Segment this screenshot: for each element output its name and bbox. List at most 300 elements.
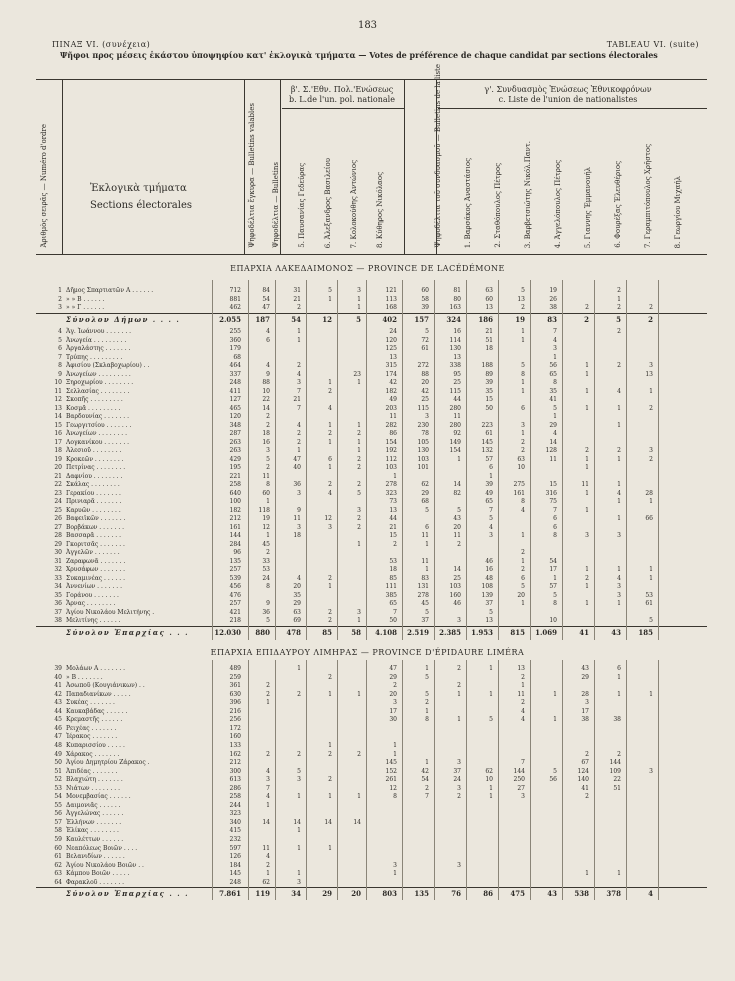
cell-value: 184 <box>229 861 241 869</box>
cell-value: 114 <box>449 336 461 344</box>
cell-value: 396 <box>229 699 241 707</box>
cell-value: 140 <box>577 776 589 784</box>
cell-value: 2 <box>521 447 525 454</box>
cell-value: 23 <box>353 370 361 378</box>
cell-value: 62 <box>262 878 270 886</box>
cell-value: 5 <box>521 362 525 369</box>
order-col-label: Ἀριθμὸς σειρᾶς — Numéro d'ordre <box>40 124 48 248</box>
cell-value: 1 <box>585 870 589 878</box>
cell-value: 1 <box>425 540 429 548</box>
cell-value: 144 <box>513 767 525 775</box>
cell-value: 223 <box>481 421 493 429</box>
cell-value: 100 <box>229 498 241 505</box>
cell-value: 1 <box>521 328 525 335</box>
cell-value: 10 <box>485 776 493 784</box>
row-number: 47 <box>54 733 62 741</box>
cell-value: 1 <box>357 690 361 698</box>
cell-value: 182 <box>229 506 241 514</box>
cell-value: 18 <box>262 430 270 437</box>
cell-value: 2 <box>328 481 332 488</box>
cell-value: 1 <box>297 793 301 801</box>
cell-value: 2 <box>328 387 332 395</box>
cell-value: 597 <box>229 844 241 852</box>
cell-value: 24 <box>262 574 270 582</box>
cell-value: 1 <box>328 690 332 698</box>
cell-value: 88 <box>262 379 270 386</box>
cell-value: 7 <box>425 793 429 801</box>
cell-value: 1 <box>585 600 589 607</box>
cell-value: 39 <box>485 379 493 386</box>
cell-value: 2 <box>585 304 589 311</box>
cell-value: 1 <box>297 827 301 835</box>
cell-value: 145 <box>229 870 241 878</box>
cell-value: 43 <box>547 889 557 899</box>
cell-value: 2 <box>457 540 461 548</box>
row-number: 24 <box>54 498 62 505</box>
cell-value: 103 <box>449 583 461 590</box>
group1-title <box>282 85 402 105</box>
group2-col-label: 7. Γεραμπιτόπουλος Χρῆστος <box>644 143 652 248</box>
row-number: 45 <box>54 716 62 724</box>
cell-value: 250 <box>513 776 525 784</box>
cell-value: 1 <box>649 566 653 573</box>
cell-value: 48 <box>485 574 493 582</box>
row-number: 31 <box>54 557 62 565</box>
cell-value: 14 <box>293 818 301 826</box>
cell-value: 1 <box>266 532 270 539</box>
cell-value: 56 <box>549 362 557 369</box>
section-name: Μονεμβασίας . . . . . . <box>66 793 131 801</box>
row-number: 42 <box>54 690 62 698</box>
cell-value: 53 <box>389 557 397 565</box>
cell-value: 3 <box>393 699 397 707</box>
cell-value: 218 <box>229 617 241 624</box>
cell-value: 20 <box>453 523 461 531</box>
cell-value: 124 <box>577 767 589 775</box>
cell-value: 5 <box>425 328 429 335</box>
cell-value: 78 <box>421 430 429 437</box>
cell-value: 34 <box>291 889 301 899</box>
row-number: 37 <box>54 608 62 616</box>
cell-value: 60 <box>421 287 429 294</box>
cell-value: 315 <box>385 362 397 369</box>
cell-value: 803 <box>382 889 397 899</box>
section-name: Σύνολον Ἐπαρχίας . . . <box>66 889 190 899</box>
header-right: TABLEAU VI. (suite) <box>606 40 699 49</box>
cell-value: 20 <box>517 591 525 599</box>
cell-value: 31 <box>293 287 301 294</box>
cell-value: 203 <box>385 404 397 412</box>
section-name: Λογκανίκου . . . . . . . <box>66 438 130 446</box>
cell-value: 103 <box>385 464 397 471</box>
cell-value: 35 <box>485 387 493 395</box>
cell-value: 1 <box>457 455 461 463</box>
cell-value: 17 <box>389 707 397 715</box>
cell-value: 1 <box>617 870 621 878</box>
cell-value: 13 <box>453 353 461 361</box>
cell-value: 11 <box>581 481 589 488</box>
cell-value: 2 <box>457 682 461 690</box>
section-name: Γοράνου . . . . . . . <box>66 591 119 599</box>
cell-value: 29 <box>421 489 429 497</box>
cell-value: 4 <box>521 707 525 715</box>
group2-col-label: Ψηφοδέλτια τοῦ συνδυασμοῦ — Bulletins de la liste <box>434 64 442 248</box>
cell-value: 385 <box>385 591 397 599</box>
section-name: Ἀσωποῦ (Κουγιάνικων) . . <box>66 682 145 690</box>
cell-value: 1 <box>585 370 589 378</box>
row-number: 48 <box>54 741 62 749</box>
page-number: 183 <box>357 20 378 31</box>
cell-value: 47 <box>262 304 270 311</box>
cell-value: 3 <box>297 379 301 386</box>
cell-value: 17 <box>549 566 557 573</box>
group1-col-label: 7. Κολοκούθης Ἀντώνιος <box>350 159 358 248</box>
cell-value: 8 <box>521 370 525 378</box>
cell-value: 1 <box>266 498 270 505</box>
cell-value: 1 <box>489 472 493 480</box>
section-name: Σκάλας . . . . . . . . <box>66 481 120 488</box>
cell-value: 1 <box>521 336 525 344</box>
cell-value: 248 <box>229 878 241 886</box>
cell-value: 163 <box>449 304 461 311</box>
cell-value: 38 <box>549 304 557 311</box>
cell-value: 14 <box>262 404 270 412</box>
group1-col-label: 6. Ἀλεξανδρος Βασιλείου <box>324 157 332 248</box>
cell-value: 5 <box>553 591 557 599</box>
cell-value: 188 <box>481 362 493 369</box>
cell-value: 3 <box>489 532 493 539</box>
cell-value: 11 <box>549 455 557 463</box>
cell-value: 5 <box>457 506 461 514</box>
row-number: 17 <box>54 438 62 446</box>
cell-value: 2 <box>266 682 270 690</box>
row-number: 32 <box>54 566 62 573</box>
section-name: Ἱέρακος . . . . . . . <box>66 733 118 741</box>
cell-value: 3 <box>357 506 361 514</box>
section-name: Πρινιαρᾶ . . . . . . . <box>66 498 122 505</box>
cell-value: 8 <box>553 532 557 539</box>
cell-value: 57 <box>549 583 557 590</box>
cell-value: 2 <box>328 430 332 437</box>
cell-value: 1 <box>297 665 301 672</box>
cell-value: 259 <box>229 673 241 681</box>
cell-value: 81 <box>453 287 461 294</box>
cell-value: 12 <box>262 523 270 531</box>
cell-value: 212 <box>229 759 241 767</box>
cell-value: 3 <box>393 861 397 869</box>
cell-value: 2 <box>521 304 525 311</box>
cell-value: 115 <box>449 387 461 395</box>
cell-value: 1 <box>489 793 493 801</box>
cell-value: 1 <box>425 665 429 672</box>
cell-value: 4 <box>328 489 332 497</box>
cell-value: 18 <box>389 566 397 573</box>
row-number: 53 <box>54 784 62 792</box>
section-name: Σύνολον Ἐπαρχίας . . . <box>66 627 190 637</box>
cell-value: 4 <box>266 767 270 775</box>
cell-value: 61 <box>645 600 653 607</box>
section-name: Ἀγγελῶν . . . . . . . <box>66 549 120 556</box>
section-name: Ρειχέας . . . . . . . <box>66 724 117 732</box>
cell-value: 1 <box>297 328 301 335</box>
row-number: 60 <box>54 844 62 852</box>
cell-value: 232 <box>229 836 241 843</box>
cell-value: 4 <box>617 489 621 497</box>
group2-line2: c. Liste de l'union de nationalistes <box>498 95 638 104</box>
cell-value: 287 <box>229 430 241 437</box>
cell-value: 5 <box>521 287 525 294</box>
cell-value: 1 <box>585 404 589 412</box>
row-number: 20 <box>54 464 62 471</box>
cell-value: 62 <box>485 767 493 775</box>
cell-value: 29 <box>293 600 301 607</box>
cell-value: 6 <box>266 336 270 344</box>
cell-value: 57 <box>485 455 493 463</box>
cell-value: 4 <box>297 370 301 378</box>
cell-value: 11 <box>262 472 270 480</box>
cell-value: 261 <box>385 776 397 784</box>
section-name: Μολάων Α . . . . . . . <box>66 665 126 672</box>
cell-value: 11 <box>293 515 301 522</box>
cell-value: 105 <box>417 438 429 446</box>
cell-value: 248 <box>229 379 241 386</box>
cell-value: 13 <box>485 617 493 624</box>
cell-value: 1 <box>297 844 301 852</box>
cell-value: 2 <box>297 304 301 311</box>
section-name: Ἀφισίου (Σκλαβοχωρίου) . . <box>66 362 150 369</box>
cell-value: 65 <box>485 498 493 505</box>
cell-value: 1 <box>649 387 653 395</box>
cell-value: 21 <box>293 396 301 403</box>
cell-value: 1 <box>521 430 525 437</box>
cell-value: 185 <box>638 627 653 637</box>
cell-value: 35 <box>293 591 301 599</box>
cell-value: 244 <box>229 801 241 809</box>
cell-value: 9 <box>297 506 301 514</box>
cell-value: 1.069 <box>535 627 557 637</box>
section-name: Ξηροχωρίου . . . . . . . . <box>66 379 134 386</box>
row-number: 14 <box>54 413 62 420</box>
cell-value: 80 <box>453 295 461 303</box>
cell-value: 257 <box>229 566 241 573</box>
cell-value: 160 <box>229 733 241 741</box>
cell-value: 3 <box>521 793 525 801</box>
header-left: ΠΙΝΑΞ VI. (συνέχεια) <box>52 40 151 49</box>
cell-value: 1 <box>328 438 332 446</box>
cell-value: 2 <box>297 430 301 437</box>
cell-value: 8 <box>553 379 557 386</box>
section-name: Γεωργιτσίου . . . . . . . <box>66 421 132 429</box>
section-name: Καυλέττων . . . . . . <box>66 836 124 843</box>
cell-value: 7 <box>521 759 525 767</box>
cell-value: 2 <box>266 421 270 429</box>
cell-value: 108 <box>481 583 493 590</box>
table-row <box>36 878 707 887</box>
cell-value: 4 <box>297 421 301 429</box>
cell-value: 42 <box>389 379 397 386</box>
cell-value: 162 <box>229 750 241 758</box>
row-number: 9 <box>58 370 62 378</box>
group1-col-label: Ψηφοδέλτια — Bulletins <box>272 162 280 248</box>
row-number: 63 <box>54 870 62 878</box>
cell-value: 1 <box>585 464 589 471</box>
cell-value: 16 <box>262 438 270 446</box>
cell-value: 5 <box>425 673 429 681</box>
cell-value: 1 <box>266 699 270 707</box>
cell-value: 144 <box>609 759 621 767</box>
cell-value: 6 <box>521 404 525 412</box>
cell-value: 2 <box>266 549 270 556</box>
cell-value: 712 <box>229 287 241 294</box>
cell-value: 152 <box>385 767 397 775</box>
cell-value: 92 <box>453 430 461 437</box>
cell-value: 1 <box>357 379 361 386</box>
cell-value: 475 <box>510 889 525 899</box>
cell-value: 84 <box>262 287 270 294</box>
cell-value: 2 <box>328 617 332 624</box>
cell-value: 360 <box>229 336 241 344</box>
cell-value: 216 <box>229 707 241 715</box>
cell-value: 51 <box>613 784 621 792</box>
section-name: Φαρακλοῦ . . . . . . . <box>66 878 125 886</box>
cell-value: 18 <box>293 532 301 539</box>
cell-value: 126 <box>229 853 241 861</box>
row-number: 11 <box>54 387 62 395</box>
cell-value: 161 <box>229 523 241 531</box>
row-number: 51 <box>54 767 62 775</box>
cell-value: 5 <box>356 314 361 324</box>
cell-value: 51 <box>485 336 493 344</box>
cell-value: 5 <box>297 767 301 775</box>
row-number: 28 <box>54 532 62 539</box>
cell-value: 2 <box>617 304 621 311</box>
row-number: 5 <box>58 336 62 344</box>
section-name: Γκοριτσᾶς . . . . . . . <box>66 540 125 548</box>
cell-value: 1 <box>617 295 621 303</box>
cell-value: 2 <box>649 404 653 412</box>
cell-value: 7 <box>553 328 557 335</box>
cell-value: 465 <box>229 404 241 412</box>
cell-value: 82 <box>453 489 461 497</box>
cell-value: 8 <box>521 498 525 505</box>
cell-value: 13 <box>389 506 397 514</box>
cell-value: 83 <box>421 574 429 582</box>
cell-value: 256 <box>229 716 241 724</box>
cell-value: 45 <box>262 540 270 548</box>
row-number: 59 <box>54 836 62 843</box>
cell-value: 63 <box>293 608 301 616</box>
cell-value: 5 <box>425 506 429 514</box>
cell-value: 7 <box>297 404 301 412</box>
cell-value: 286 <box>229 784 241 792</box>
cell-value: 881 <box>229 295 241 303</box>
cell-value: 2 <box>266 464 270 471</box>
cell-value: 187 <box>255 314 270 324</box>
row-number: 16 <box>54 430 62 437</box>
cell-value: 1 <box>585 583 589 590</box>
cell-value: 85 <box>389 574 397 582</box>
cell-value: 119 <box>255 889 270 899</box>
cell-value: 154 <box>449 447 461 454</box>
cell-value: 1 <box>297 870 301 878</box>
cell-value: 12 <box>324 515 332 522</box>
section-name: Συκαμινέας . . . . . . <box>66 574 125 582</box>
cell-value: 4 <box>617 574 621 582</box>
section-name: Συκέας . . . . . . . <box>66 699 115 707</box>
cell-value: 15 <box>549 481 557 488</box>
cell-value: 2 <box>585 750 589 758</box>
cell-value: 128 <box>545 447 557 454</box>
cell-value: 50 <box>389 617 397 624</box>
cell-value: 30 <box>389 716 397 724</box>
cell-value: 69 <box>293 617 301 624</box>
cell-value: 3 <box>266 447 270 454</box>
cell-value: 4 <box>266 793 270 801</box>
cell-value: 38 <box>581 716 589 724</box>
cell-value: 1 <box>617 515 621 522</box>
cell-value: 27 <box>517 784 525 792</box>
total-row <box>36 889 707 898</box>
group2-col-label: 4. Ἀγγελόπουλος Πέτρος <box>554 159 562 248</box>
section-name: Καυκαβάδας . . . . . . <box>66 707 128 715</box>
cell-value: 1 <box>521 600 525 607</box>
row-number: 2 <box>58 295 62 303</box>
cell-value: 36 <box>293 481 301 488</box>
cell-value: 16 <box>485 566 493 573</box>
row-number: 10 <box>54 379 62 386</box>
cell-value: 3 <box>521 421 525 429</box>
total-row <box>36 315 707 324</box>
section-name: Παπαδιανίκων . . . . . <box>66 690 131 698</box>
cell-value: 2 <box>328 673 332 681</box>
cell-value: 1 <box>266 870 270 878</box>
cell-value: 5 <box>489 608 493 616</box>
section-name: Βορβάκων . . . . . . . <box>66 523 125 531</box>
section-name: Ζαραφωνᾶ . . . . . . . <box>66 557 126 565</box>
cell-value: 263 <box>229 438 241 446</box>
cell-value: 39 <box>485 481 493 488</box>
section-name: Καρυῶν . . . . . . . . <box>66 506 121 514</box>
cell-value: 456 <box>229 583 241 590</box>
cell-value: 95 <box>453 370 461 378</box>
cell-value: 11 <box>421 557 429 565</box>
cell-value: 5 <box>521 583 525 590</box>
cell-value: 37 <box>453 767 461 775</box>
cell-value: 1 <box>521 557 525 565</box>
cell-value: 35 <box>549 387 557 395</box>
cell-value: 14 <box>453 566 461 573</box>
cell-value: 4 <box>553 336 557 344</box>
cell-value: 8 <box>425 716 429 724</box>
cell-value: 11 <box>453 413 461 420</box>
cell-value: 1 <box>357 617 361 624</box>
cell-value: 3 <box>553 345 557 352</box>
cell-value: 1 <box>585 387 589 395</box>
cell-value: 33 <box>262 557 270 565</box>
cell-value: 15 <box>389 532 397 539</box>
cell-value: 3 <box>617 591 621 599</box>
cell-value: 2 <box>266 413 270 420</box>
cell-value: 4 <box>553 430 557 437</box>
cell-value: 272 <box>417 362 429 369</box>
cell-value: 10 <box>262 387 270 395</box>
group1-col-label: 8. Κύθηρος Νικόλαος <box>376 171 384 248</box>
cell-value: 278 <box>417 591 429 599</box>
cell-value: 462 <box>229 304 241 311</box>
group1-line2: b. L.de l'un. pol. nationale <box>289 95 395 104</box>
cell-value: 182 <box>385 387 397 395</box>
cell-value: 640 <box>229 489 241 497</box>
